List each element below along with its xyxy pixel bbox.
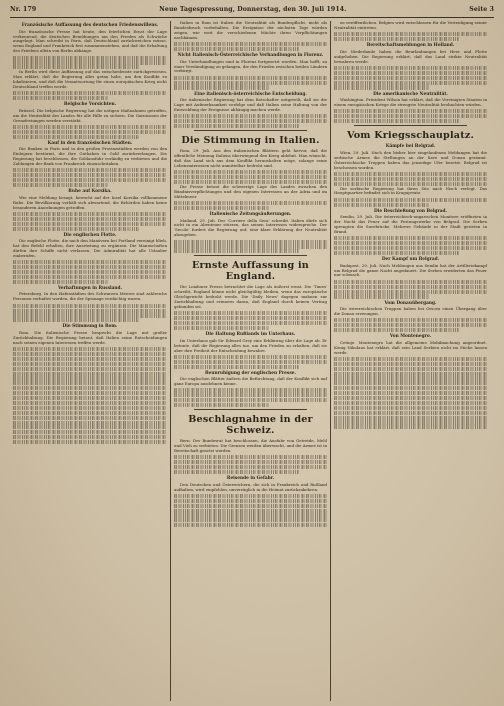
text-line — [13, 91, 167, 95]
text-line — [334, 182, 487, 186]
text-line — [13, 386, 167, 390]
text-line — [334, 425, 487, 429]
text-line — [13, 65, 139, 69]
text-line — [13, 60, 167, 64]
paragraph: Cetinje. Montenegro hat die allgemeine Mobilmachung angeordnet. König Nikolaus hat erklärt, daß sein Land Serbien nicht im Stiche lassen werde. — [334, 339, 487, 355]
paragraph: Die Presse betont die schwierige Lage des Landes zwischen den Bündnisverpflichtungen und den eigenen Interessen an der Adria und im Mittelmeer. — [174, 183, 327, 199]
text-line — [334, 37, 459, 41]
issue-number: Nr. 179 — [10, 6, 37, 13]
text-line — [13, 227, 139, 231]
text-line — [334, 367, 487, 371]
text-line — [13, 130, 167, 134]
headline: Die Stimmung in Rom. — [62, 324, 118, 330]
text-line — [174, 244, 327, 248]
headline: Ruhe auf Korsika. — [68, 189, 112, 195]
text-line — [334, 172, 487, 176]
paragraph: Mailand, 29. Juli. Der 'Corriere della Sera' schreibt, Italien dürfe sich nicht in ein Abenteuer stürzen, das seinen Interessen widerspreche. Der 'Secolo' fordert die Regierung auf, eine klare Erklärung der Neutralität abzugeben. — [174, 217, 327, 238]
paragraph: Bern. Der Bundesrat hat beschlossen, die Ausfuhr von Getreide, Mehl und Vieh zu verbieten. Die Grenzen werden überwacht, und die Armee ist in Bereitschaft gesetzt worden. — [174, 438, 327, 454]
headline: Belgische Vorsichten. — [63, 102, 117, 108]
paragraph: Rom. Die italienische Presse bespricht die Lage mit großer Zurückhaltung. Die Regierung betont, daß Italien seine Entscheidungen nach seinen eigenen Interessen treffen werde. — [13, 330, 167, 345]
text-line — [334, 290, 487, 294]
text-line — [334, 241, 487, 245]
text-line — [174, 460, 327, 464]
text-line — [174, 81, 327, 85]
page-number: Seite 3 — [469, 6, 494, 13]
text-line — [13, 265, 167, 269]
text-line — [13, 270, 167, 274]
text-line — [13, 347, 167, 351]
headline: Reisende in Gefahr. — [226, 476, 275, 482]
text-line — [174, 504, 327, 508]
section-divider — [194, 255, 307, 256]
headline: Die englischen Flotte. — [63, 232, 117, 238]
text-line — [334, 177, 487, 181]
text-line — [174, 47, 299, 51]
text-line — [174, 180, 327, 184]
text-line — [13, 217, 167, 221]
masthead — [10, 6, 494, 18]
column-2 — [170, 21, 330, 701]
text-line — [13, 367, 167, 371]
text-line — [334, 294, 429, 298]
text-line — [174, 175, 327, 179]
paragraph: Washington. Präsident Wilson hat erklärt, daß die Vereinigten Staaten in einem europäischen Kriege die strengste Neutralität beobachten würden. — [334, 97, 487, 108]
text-line — [334, 203, 429, 207]
text-line — [13, 96, 108, 100]
text-line — [174, 365, 299, 369]
text-line — [13, 391, 167, 395]
text-line — [13, 362, 167, 366]
paragraph: Semlin, 29. Juli. Die österreichisch-ungarischen Monitore eröffneten in der Nacht das Feuer auf die Festungswerke von Belgrad. Die Serben sprengten die Savebrücke. Mehrere Gebäude in der Stadt gerieten in Brand. — [334, 214, 487, 234]
text-line — [13, 376, 167, 380]
headline: Kämpfe bei Belgrad. — [385, 144, 436, 150]
text-line — [334, 362, 487, 366]
text-line — [334, 401, 487, 405]
text-line — [13, 381, 167, 385]
text-line — [334, 357, 487, 361]
paragraph: Die englische Flotte, die nach den Manövern bei Portland vereinigt blieb, hat den Befehl erhalten, ihre Ausrüstung zu ergänzen. Die Mannschaften dürfen ihre Schiffe nicht verlassen. Die Admiralität hat alle Urlauber einberufen. — [13, 238, 167, 258]
headline: Beunruhigung der englischen Presse. — [205, 370, 296, 376]
text-line — [174, 518, 327, 522]
text-line — [334, 114, 487, 118]
paragraph: Die Unterhandlungen sind in Florenz fortgesetzt worden. Man hofft, zu einer Verständigung zu gelangen, die den Frieden zwischen beiden Ländern verbürgt. — [174, 58, 327, 74]
headline: Bereitschaftsmeldungen in Holland. — [366, 43, 455, 49]
paragraph: Die serbische Regierung hat ihren Sitz nach Nisch verlegt. Das Hauptquartier befindet sich in Kragujevatz. — [334, 185, 487, 196]
text-line — [334, 376, 487, 380]
paragraph: Die französische Presse hat heute, den feierlichen Ernst der Lage verkennend, die deutschen Bemühungen um den Frieden als Schwäche ausgelegt. Man schreibt in Paris, daß Deutschland zurückweichen müsse, wenn England und Frankreich fest zusammenstehen, und daß die Erhaltung des Friedens allein von Berlin abhänge. — [13, 28, 167, 54]
text-line — [174, 311, 327, 315]
paragraph: Wien, 29. Juli. Nach den bisher hier eingelaufenen Meldungen hat die serbische Armee die Stellungen an der Save und Donau geräumt. Österreichische Truppen haben das jenseitige Ufer besetzt. Belgrad ist beschossen worden. — [334, 149, 487, 170]
paragraph: zu veröffentlichen. Belgien wird entschlossen für die Verteidigung seiner Neutralität eintreten. — [334, 21, 487, 30]
text-line — [334, 251, 459, 255]
text-line — [13, 304, 167, 308]
text-line — [174, 393, 327, 397]
text-line — [13, 421, 167, 425]
text-line — [334, 323, 487, 327]
columns — [10, 21, 494, 701]
text-line — [334, 85, 429, 89]
text-line — [334, 109, 487, 113]
text-line — [174, 76, 327, 80]
text-line — [13, 435, 167, 439]
text-line — [174, 499, 327, 503]
text-line — [334, 406, 487, 410]
text-line — [174, 494, 327, 498]
text-line — [13, 396, 167, 400]
text-line — [174, 201, 327, 205]
column-3 — [330, 21, 490, 701]
text-line — [334, 372, 487, 376]
text-line — [13, 260, 167, 264]
text-line — [13, 357, 167, 361]
paragraph: Die Banken in Paris und in den großen Provinzstädten werden von den Einlegern bestürmt, die ihre Guthaben in Gold zurückverlangen. Die Regierung hat beschlossen, die Goldausfuhr vorläufig zu verbieten und die Zahlungen der Bank von Frankreich einzuschränken. — [13, 146, 167, 167]
text-line — [174, 403, 269, 407]
section-divider — [354, 125, 467, 126]
text-line — [13, 173, 167, 177]
paragraph: Petersburg. In den Hafenstädten des Schwarzen Meeres sind zahlreiche Personen verhaftet worden, die der Spionage verdächtig waren. — [13, 291, 167, 302]
headline: Von Montenegro. — [389, 334, 432, 340]
text-line — [174, 42, 327, 46]
text-line — [174, 85, 269, 89]
text-line — [174, 240, 327, 244]
text-line — [13, 352, 167, 356]
paragraph: Wie eine Meldung besagt, herrscht auf der Insel Korsika vollkommene Ruhe. Die Bevölkerung verhält sich abwartend, die Behörden haben keine besonderen Anordnungen getroffen. — [13, 194, 167, 210]
text-line — [174, 470, 299, 474]
text-line — [13, 56, 167, 60]
text-line — [13, 309, 167, 313]
headline: Kauf in den französischen Städten. — [47, 140, 133, 146]
text-line — [174, 355, 327, 359]
paragraph: Den Deutschen und Österreichern, die sich in Frankreich und Rußland aufhalten, wird empfohlen, unverzüglich in die Heimat zurückzukehren. — [174, 481, 327, 492]
text-line — [13, 425, 167, 429]
text-line — [334, 32, 487, 36]
text-line — [334, 246, 487, 250]
text-line — [13, 135, 139, 139]
text-line — [13, 280, 108, 284]
text-line — [334, 285, 487, 289]
paragraph: Rom, 29. Juli. Aus den italienischen Blättern geht hervor, daß die öffentliche Meinung Italiens überwiegend den Krieg ablehnt. Man wünscht, daß das Land sich aus dem Konflikt heraushalten möge, solange seine Lebensinteressen nicht unmittelbar bedroht sind. — [174, 148, 327, 168]
text-line — [174, 321, 327, 325]
text-line — [334, 318, 487, 322]
text-line — [174, 119, 327, 123]
text-line — [13, 430, 167, 434]
text-line — [334, 280, 487, 284]
text-line — [13, 125, 167, 129]
text-line — [334, 198, 487, 202]
text-line — [174, 455, 327, 459]
text-line — [174, 509, 327, 513]
text-line — [334, 328, 459, 332]
text-line — [13, 411, 167, 415]
text-line — [174, 523, 327, 527]
section-title: Beschlagnahme in der Schweiz. — [188, 414, 313, 437]
text-line — [174, 124, 299, 128]
text-line — [334, 71, 487, 75]
paragraph: Die italienische Regierung hat dem Botschafter mitgeteilt, daß sie die Lage mit Aufmerksamkeit verfolge und daß Italien seine Haltung von der Entwicklung der Ereignisse abhängig machen werde. — [174, 97, 327, 112]
text-line — [13, 440, 167, 444]
text-line — [174, 398, 327, 402]
text-line — [174, 388, 327, 392]
section-divider — [194, 409, 307, 410]
text-line — [174, 170, 327, 174]
paragraph: Italien in Rom ist Italien die Neutralität als Bundespflicht, nicht als Bundesbruch vorbehalten. Die Ereignisse der nächsten Tage würden zeigen, wie weit die verschiedenen Mächte ihren Verpflichtungen nachkämen. — [174, 21, 327, 40]
paragraph: Die englischen Blätter äußern die Befürchtung, daß der Konflikt sich auf ganz Europa ausdehnen könne. — [174, 376, 327, 387]
text-line — [334, 391, 487, 395]
paragraph: Im Unterhaus gab Sir Edward Grey eine Erklärung über die Lage ab. Er betonte, daß die Regierung alles tue, um den Frieden zu erhalten, daß sie aber ihre Freiheit der Entscheidung bewahre. — [174, 337, 327, 353]
headline: Italienische Zeitungsäußerungen. — [209, 211, 292, 217]
text-line — [13, 168, 167, 172]
text-line — [13, 178, 167, 182]
text-line — [174, 316, 327, 320]
text-line — [13, 183, 108, 187]
text-line — [334, 396, 487, 400]
text-line — [334, 236, 487, 240]
text-line — [13, 212, 167, 216]
text-line — [334, 386, 487, 390]
paragraph: Die österreichischen Truppen haben bei Orsova einen Übergang über die Donau erzwungen. — [334, 306, 487, 317]
text-line — [174, 114, 327, 118]
section-title: Ernste Auffassung in England. — [192, 260, 309, 283]
text-line — [174, 206, 269, 210]
text-line — [334, 81, 487, 85]
text-line — [174, 465, 327, 469]
headline: Die Beschießung von Belgrad. — [373, 208, 448, 214]
text-line — [13, 372, 167, 376]
text-line — [13, 406, 167, 410]
text-line — [13, 416, 167, 420]
headline: Nicht Italienisch-Österreichische Verhandlungen in Florenz. — [177, 53, 324, 58]
paragraph: Die Londoner Presse betrachtet die Lage als äußerst ernst. Die 'Times' schreibt, England könne nicht gleichgültig bleiben, wenn das europäische Gleichgewicht bedroht werde. Die 'Daily News' dagegen mahnen zur Zurückhaltung und erinnern daran, daß England durch keinen Vertrag gebunden sei. — [174, 284, 327, 310]
text-line — [174, 326, 269, 330]
section-title: Vom Kriegsschauplatz. — [346, 130, 475, 142]
paragraph: In Berlin wird diese Auffassung auf das entschiedenste zurückgewiesen. Man erklärt, daß die Regierung alles getan habe, um den Konflikt zu lokalisieren, und daß die Verantwortung für einen europäischen Krieg nicht Deutschland treffen werde. — [13, 69, 167, 89]
text-line — [13, 318, 139, 322]
column-1 — [10, 21, 170, 701]
text-line — [13, 401, 167, 405]
text-line — [13, 222, 167, 226]
headline: Französische Auffassung des deutschen Friedenswillens. — [21, 23, 159, 28]
text-line — [334, 76, 487, 80]
text-line — [174, 249, 299, 253]
section-title: Die Stimmung in Italien. — [181, 135, 320, 147]
text-line — [334, 66, 487, 70]
headline: Die Haltung Rußlands im Unterhaus. — [205, 332, 296, 338]
text-line — [334, 416, 487, 420]
headline: Der Kampf um Belgrad. — [381, 257, 440, 263]
headline: Die amerikanische Neutralität. — [373, 91, 448, 97]
headline: Vom Donauübergang. — [384, 300, 437, 306]
text-line — [174, 513, 327, 517]
paragraph: Budapest, 29. Juli. Nach Meldungen aus Semlin hat der Artilleriekampf um Belgrad die ganze Nacht angedauert. Die Serben erwiderten das Feuer nur schwach. — [334, 262, 487, 278]
text-line — [13, 275, 167, 279]
text-line — [334, 119, 459, 123]
text-line — [13, 313, 167, 317]
newspaper-dateline: Neue Tagespressung, Donnerstag, den 30. Juli 1914. — [159, 6, 347, 13]
paragraph: Brüssel. Die belgische Regierung hat die nötigen Maßnahmen getroffen, um die Neutralität des Landes für alle Fälle zu sichern. Die Garnisonen der Grenzfestungen werden verstärkt. — [13, 107, 167, 123]
text-line — [334, 381, 487, 385]
section-divider — [194, 130, 307, 131]
text-line — [334, 411, 487, 415]
paragraph: Die Niederlande haben die Beurlaubungen bei Heer und Flotte aufgehoben. Die Regierung erklärt, daß das Land strikte Neutralität bewahren werde. — [334, 48, 487, 64]
text-line — [174, 360, 327, 364]
text-line — [334, 420, 487, 424]
headline: Eine italienisch-österreichische Entscheidung. — [194, 91, 307, 97]
headline: Verhaftungen in Russland. — [57, 285, 123, 291]
